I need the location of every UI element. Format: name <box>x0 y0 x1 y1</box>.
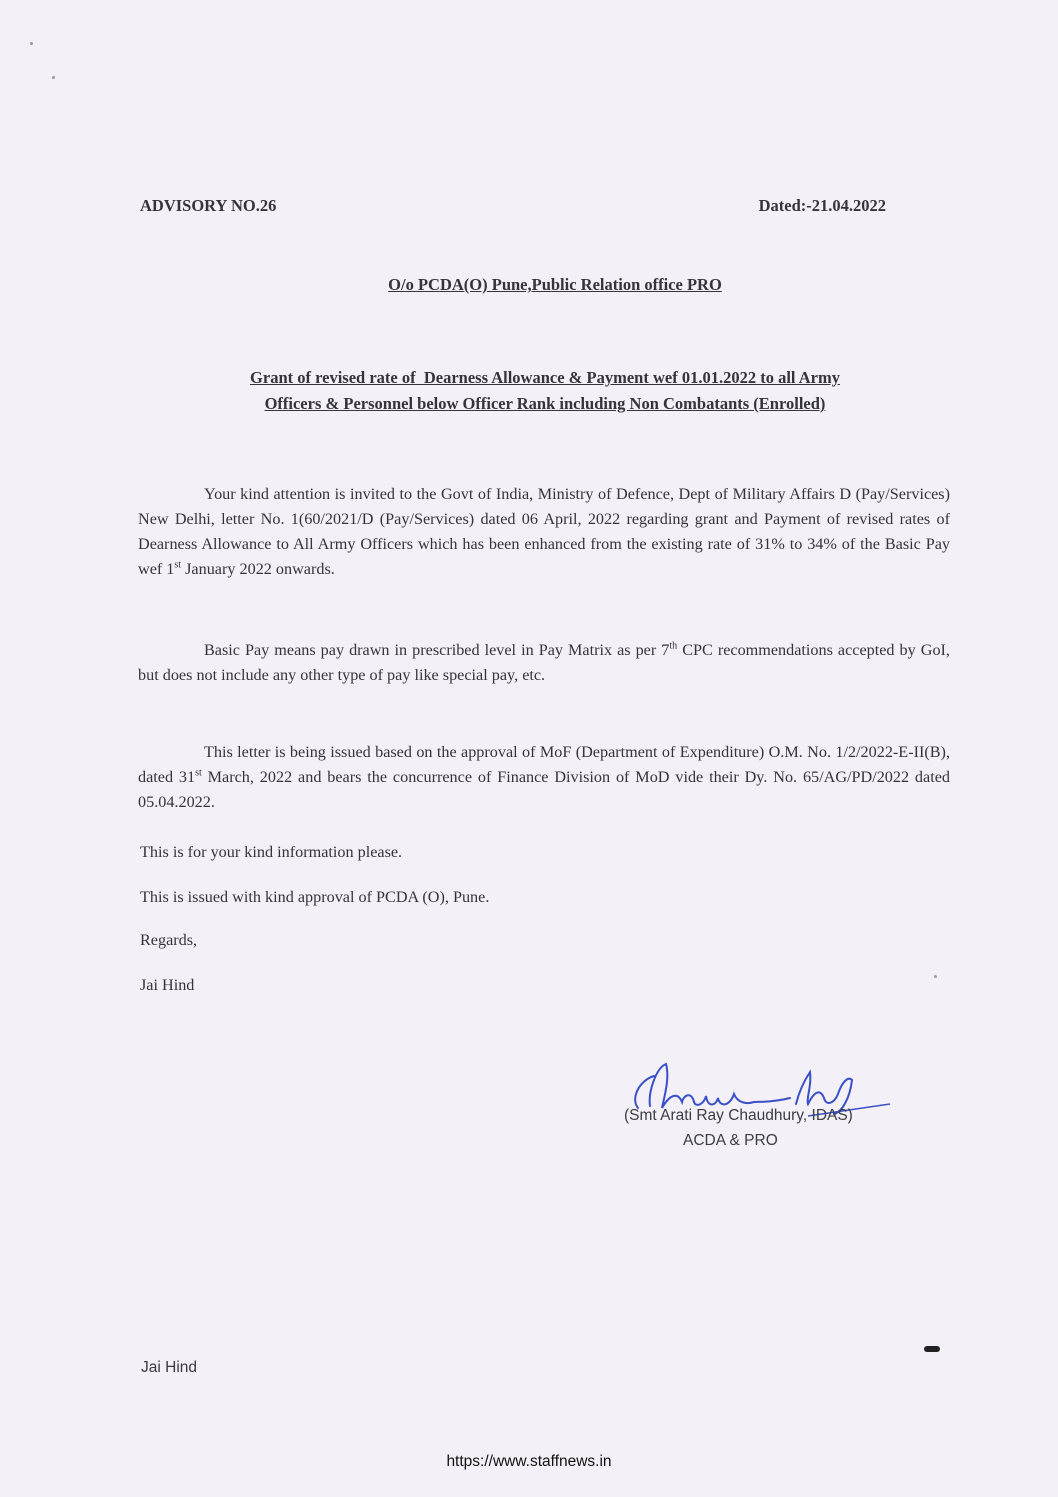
information-line: This is for your kind information please. <box>140 843 403 861</box>
subject-line-1: Grant of revised rate of Dearness Allowance & Payment wef 01.01.2022 to all Army <box>250 368 840 387</box>
scan-speck <box>52 76 55 79</box>
subject-line-2: Officers & Personnel below Officer Rank including Non Combatants (Enrolled) <box>264 394 826 413</box>
paragraph-3-text-a: This letter is being issued based on the approval of MoF (Department of Expenditure) O.M. No. 1/2/2022-E-II(B), dated 31 <box>138 743 950 786</box>
paragraph-1-superscript: st <box>174 559 182 571</box>
signatory-name: (Smt Arati Ray Chaudhury, IDAS) <box>624 1107 853 1124</box>
regards-line: Regards, <box>140 931 198 949</box>
paragraph-2-superscript: th <box>669 640 678 652</box>
header-row <box>140 196 886 220</box>
paragraph-3-text-b: March, 2022 and bears the concurrence of Finance Division of MoD vide their Dy. No. 65/AG/PD/2022 dated 05.04.2022. <box>138 768 950 811</box>
paragraph-2-text-a: Basic Pay means pay drawn in prescribed level in Pay Matrix as per 7 <box>204 641 670 659</box>
closing-jai-hind: Jai Hind <box>140 976 195 994</box>
paragraph-1-text-a: Your kind attention is invited to the Govt of India, Ministry of Defence, Dept of Military Affairs D (Pay/Services) New Delhi, letter No. 1(60/2021/D (Pay/Services) dated 06 April, 2022 regarding grant and Payment of revised rates of Dearness Allowance to All Army Officers which has been enhanced from the existing rate of 31% to 34% of the Basic Pay wef 1 <box>138 485 950 578</box>
scan-speck <box>30 42 33 45</box>
footer-jai-hind: Jai Hind <box>141 1359 197 1376</box>
approval-line: This is issued with kind approval of PCDA (O), Pune. <box>140 888 490 906</box>
advisory-number: ADVISORY NO.26 <box>140 196 277 215</box>
source-url[interactable]: https://www.staffnews.in <box>446 1453 612 1470</box>
paragraph-3-superscript: st <box>195 767 202 779</box>
scan-speck <box>934 975 937 978</box>
paragraph-1-text-b: January 2022 onwards. <box>181 560 335 578</box>
signatory-title: ACDA & PRO <box>683 1132 778 1149</box>
paragraph-3 <box>138 740 950 815</box>
paragraph-1 <box>138 482 950 582</box>
paragraph-2-text-b: CPC recommendations accepted by GoI, but does not include any other type of pay like special pay, etc. <box>138 641 950 684</box>
subject-heading <box>150 365 940 417</box>
scan-mark <box>924 1346 940 1352</box>
office-heading: O/o PCDA(O) Pune,Public Relation office PRO <box>388 275 722 294</box>
paragraph-2 <box>138 638 950 688</box>
advisory-date: Dated:-21.04.2022 <box>758 196 886 215</box>
